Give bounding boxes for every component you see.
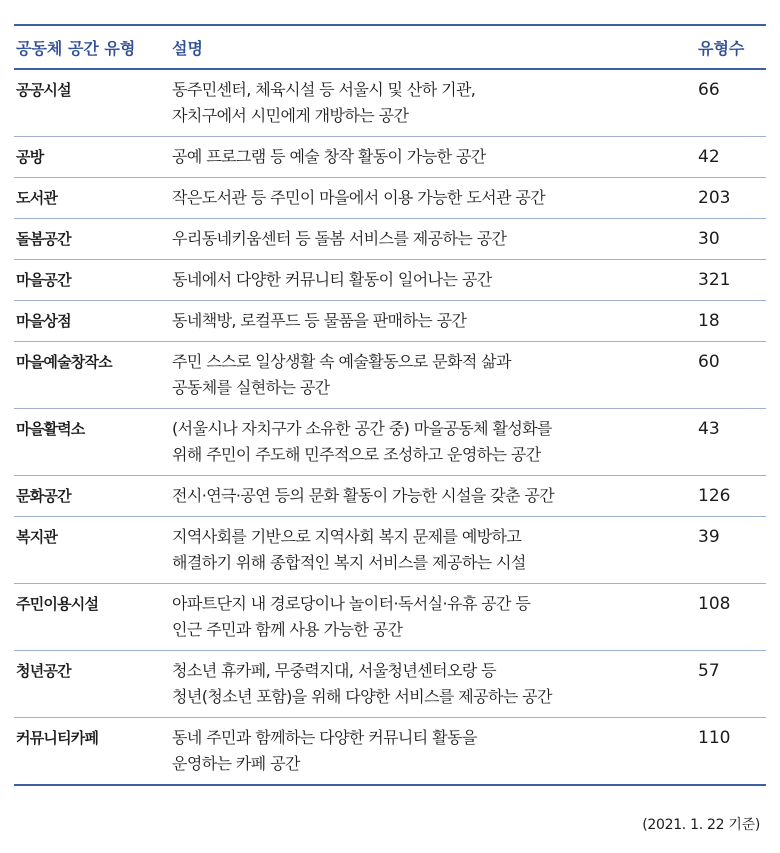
count-cell: 30 xyxy=(698,229,720,249)
space-type-cell: 주민이용시설 xyxy=(16,595,99,613)
description-cell xyxy=(170,651,690,718)
community-space-table xyxy=(14,24,766,786)
footnote-date: (2021. 1. 22 기준) xyxy=(642,817,760,833)
table-body xyxy=(14,69,766,785)
table-row xyxy=(14,219,766,260)
space-type-cell: 마을예술창작소 xyxy=(16,353,112,371)
description-line: 동네책방, 로컬푸드 등 물품을 판매하는 공간 xyxy=(172,311,467,330)
description-cell xyxy=(170,69,690,137)
count-cell: 42 xyxy=(698,147,720,167)
count-cell: 108 xyxy=(698,594,731,614)
count-cell: 39 xyxy=(698,527,720,547)
space-type-cell: 공공시설 xyxy=(16,81,71,99)
header-count: 유형수 xyxy=(698,38,745,58)
space-type-cell: 마을상점 xyxy=(16,312,71,330)
count-cell: 110 xyxy=(698,728,731,748)
count-cell: 57 xyxy=(698,661,720,681)
description-cell xyxy=(170,219,690,260)
description-line: 우리동네키움센터 등 돌봄 서비스를 제공하는 공간 xyxy=(172,229,507,248)
header-description: 설명 xyxy=(172,38,203,58)
description-line: 지역사회를 기반으로 지역사회 복지 문제를 예방하고 xyxy=(172,527,522,546)
space-type-cell: 마을활력소 xyxy=(16,420,85,438)
table-row xyxy=(14,301,766,342)
space-type-cell: 커뮤니티카페 xyxy=(16,729,99,747)
space-type-cell: 청년공간 xyxy=(16,662,71,680)
description-cell xyxy=(170,517,690,584)
description-line: 동주민센터, 체육시설 등 서울시 및 산하 기관, xyxy=(172,80,476,99)
header-row xyxy=(14,25,766,69)
description-cell xyxy=(170,409,690,476)
header-type: 공동체 공간 유형 xyxy=(16,38,136,58)
description-line: 전시·연극·공연 등의 문화 활동이 가능한 시설을 갖춘 공간 xyxy=(172,486,555,505)
table-row xyxy=(14,517,766,584)
count-cell: 43 xyxy=(698,419,720,439)
description-cell xyxy=(170,260,690,301)
description-cell xyxy=(170,584,690,651)
count-cell: 203 xyxy=(698,188,731,208)
description-line: 동네에서 다양한 커뮤니티 활동이 일어나는 공간 xyxy=(172,270,492,289)
description-line: (서울시나 자치구가 소유한 공간 중) 마을공동체 활성화를 xyxy=(172,419,552,438)
description-cell xyxy=(170,476,690,517)
count-cell: 66 xyxy=(698,80,720,100)
table-row xyxy=(14,178,766,219)
description-line: 해결하기 위해 종합적인 복지 서비스를 제공하는 시설 xyxy=(172,553,526,572)
description-line: 공동체를 실현하는 공간 xyxy=(172,378,330,397)
space-type-cell: 문화공간 xyxy=(16,487,71,505)
description-line: 자치구에서 시민에게 개방하는 공간 xyxy=(172,106,409,125)
description-cell xyxy=(170,342,690,409)
description-line: 공예 프로그램 등 예술 창작 활동이 가능한 공간 xyxy=(172,147,486,166)
table-row xyxy=(14,651,766,718)
description-cell xyxy=(170,137,690,178)
description-line: 인근 주민과 함께 사용 가능한 공간 xyxy=(172,620,403,639)
space-type-cell: 공방 xyxy=(16,148,44,166)
description-cell xyxy=(170,178,690,219)
space-type-cell: 돌봄공간 xyxy=(16,230,71,248)
count-cell: 126 xyxy=(698,486,731,506)
space-type-cell: 복지관 xyxy=(16,528,58,546)
table-row xyxy=(14,69,766,137)
description-line: 청년(청소년 포함)을 위해 다양한 서비스를 제공하는 공간 xyxy=(172,687,552,706)
description-line: 운영하는 카페 공간 xyxy=(172,754,300,773)
table-row xyxy=(14,409,766,476)
count-cell: 18 xyxy=(698,311,720,331)
count-cell: 321 xyxy=(698,270,731,290)
description-line: 아파트단지 내 경로당이나 놀이터·독서실·유휴 공간 등 xyxy=(172,594,531,613)
space-type-cell: 도서관 xyxy=(16,189,58,207)
table-row xyxy=(14,584,766,651)
table-row xyxy=(14,476,766,517)
space-type-cell: 마을공간 xyxy=(16,271,71,289)
description-line: 청소년 휴카페, 무중력지대, 서울청년센터오랑 등 xyxy=(172,661,497,680)
description-cell xyxy=(170,301,690,342)
count-cell: 60 xyxy=(698,352,720,372)
table-row xyxy=(14,718,766,786)
description-line: 동네 주민과 함께하는 다양한 커뮤니티 활동을 xyxy=(172,728,477,747)
table-row xyxy=(14,137,766,178)
description-line: 위해 주민이 주도해 민주적으로 조성하고 운영하는 공간 xyxy=(172,445,541,464)
table-row xyxy=(14,342,766,409)
description-line: 주민 스스로 일상생활 속 예술활동으로 문화적 삶과 xyxy=(172,352,511,371)
description-line: 작은도서관 등 주민이 마을에서 이용 가능한 도서관 공간 xyxy=(172,188,546,207)
description-cell xyxy=(170,718,690,786)
table-header xyxy=(14,25,766,69)
table-row xyxy=(14,260,766,301)
